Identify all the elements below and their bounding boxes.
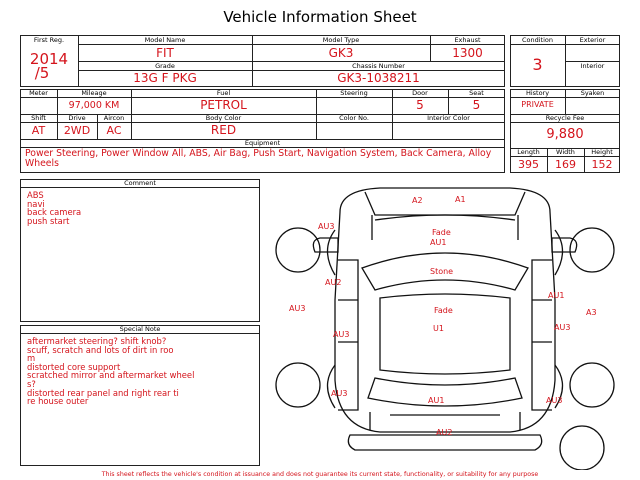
equipment-label: Equipment [244,139,281,147]
damage-mark: AU2 [436,428,453,437]
seat-value: 5 [472,98,481,112]
damage-mark: AU3 [289,304,306,313]
fuel-label: Fuel [216,89,231,97]
meter-label: Meter [29,89,48,97]
drive-label: Drive [68,114,86,122]
damage-mark: AU2 [325,278,342,287]
condition-label: Condition [521,36,554,44]
length-label: Length [517,148,540,156]
length-value: 395 [518,158,539,171]
comment-label: Comment [124,179,156,187]
damage-mark: U1 [433,324,444,333]
seat-label: Seat [469,89,484,97]
history-value: PRIVATE [521,100,554,109]
damage-mark: AU1 [430,238,447,247]
damage-mark: AU3 [333,330,350,339]
exhaust-label: Exhaust [454,36,481,44]
page-title: Vehicle Information Sheet [223,8,417,26]
damage-mark: Fade [432,228,451,237]
damage-mark: AU1 [548,291,565,300]
aircon-value: AC [106,124,122,137]
model-type-value: GK3 [328,46,354,60]
door-label: Door [412,89,428,97]
condition-value: 3 [532,55,543,74]
comment-text: ABS navi back camera push start [27,190,82,226]
shift-label: Shift [31,114,46,122]
first-reg-year: 2014 [29,50,69,68]
exhaust-value: 1300 [452,46,483,60]
first-reg-month: /5 [34,64,50,82]
model-type-label: Model Type [322,36,360,44]
shift-value: AT [31,124,46,137]
interior-label: Interior [580,62,605,70]
drive-value: 2WD [63,124,91,137]
history-label: History [525,89,550,97]
disclaimer: This sheet reflects the vehicle's condition at issuance and does not guarantee its current state, functionality, or suitability for any purpose [101,471,539,478]
grade-value: 13G F PKG [133,71,197,85]
model-name-label: Model Name [144,36,186,44]
door-value: 5 [416,98,424,112]
damage-mark: AU3 [331,389,348,398]
recycle-fee-label: Recycle Fee [545,114,585,122]
equipment-value: Power Steering, Power Window All, ABS, Air Bag, Push Start, Navigation System, Back Camera, Alloy Wheels [25,148,492,169]
damage-mark: AU1 [428,396,445,405]
damage-mark: AU3 [546,396,563,405]
body-color-label: Body Color [205,114,242,122]
damage-mark: A1 [455,195,466,204]
height-label: Height [591,148,613,156]
chassis-number-label: Chassis Number [352,62,405,70]
mileage-value: 97,000 KM [68,100,120,111]
damage-mark: AU3 [318,222,335,231]
body-color-value: RED [210,123,237,137]
width-label: Width [556,148,575,156]
width-value: 169 [555,158,576,171]
damage-mark: Stone [430,267,454,276]
damage-mark: A2 [412,196,423,205]
special-note-label: Special Note [119,325,161,333]
damage-mark: AU3 [554,323,571,332]
recycle-fee-value: 9,880 [546,127,584,142]
steering-label: Steering [340,89,368,97]
special-note-text: aftermarket steering? shift knob? scuff, scratch and lots of dirt in roo m distorted core support scratched mirror and aftermarket wheel s? distorted rear panel and right rear ti re house outer [27,336,195,407]
fuel-value: PETROL [200,98,247,112]
damage-mark: Fade [434,306,453,315]
exterior-label: Exterior [579,36,606,44]
first-reg-label: First Reg. [33,36,65,44]
damage-mark: A3 [586,308,597,317]
height-value: 152 [591,158,613,171]
grade-label: Grade [155,62,175,70]
color-no-label: Color No. [339,114,369,122]
mileage-label: Mileage [81,89,107,97]
syaken-label: Syaken [580,89,605,97]
aircon-label: Aircon [103,114,125,122]
chassis-number-value: GK3-1038211 [337,71,420,85]
interior-color-label: Interior Color [427,114,470,122]
model-name-value: FIT [156,46,174,60]
